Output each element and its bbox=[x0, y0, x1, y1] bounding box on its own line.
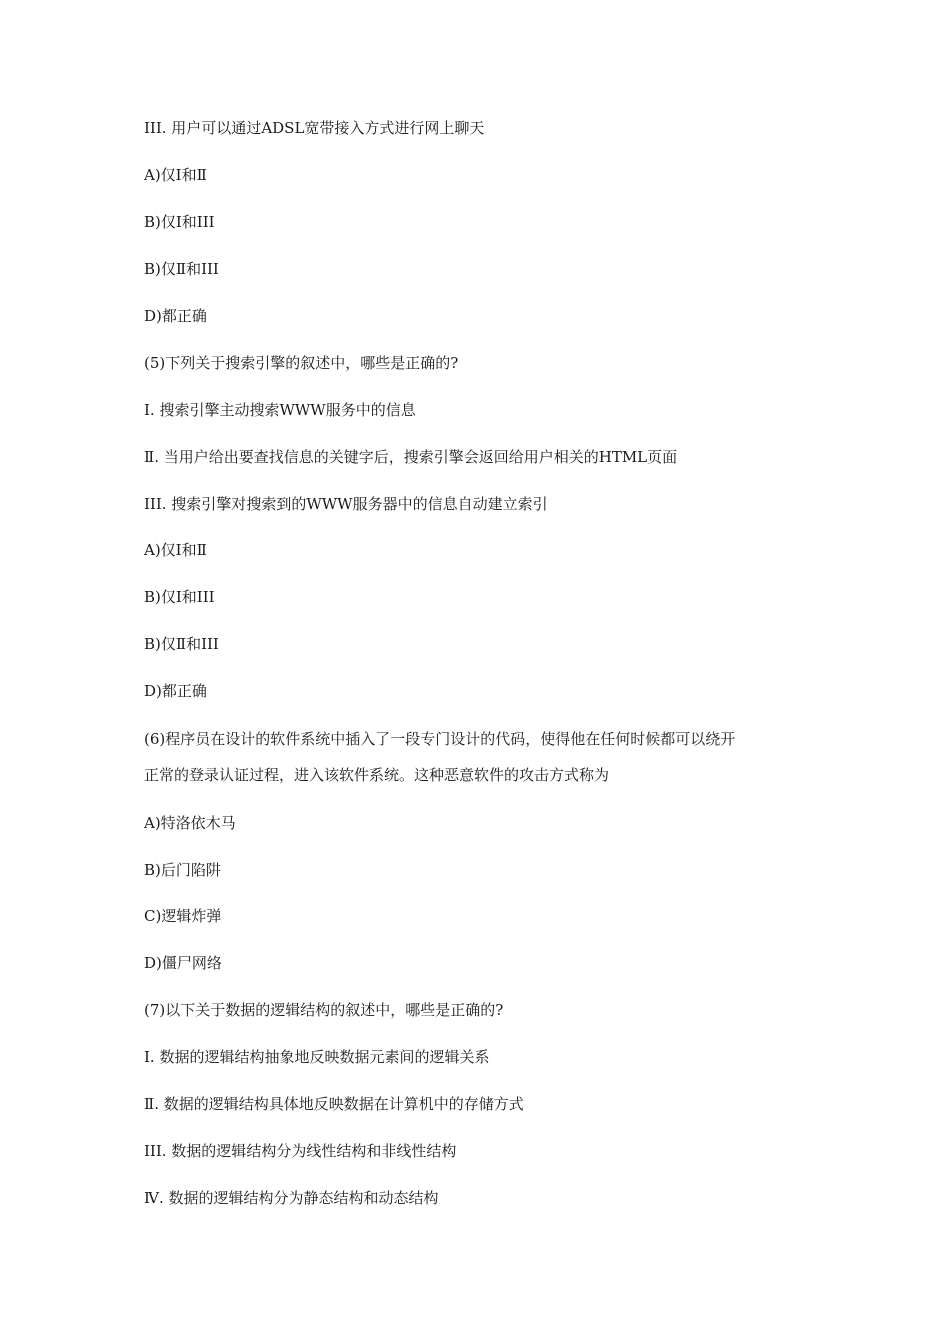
question-6: (6)程序员在设计的软件系统中插入了一段专门设计的代码，使得他在任何时候都可以绕开 bbox=[144, 730, 736, 748]
statement-i: Ⅰ. 数据的逻辑结构抽象地反映数据元素间的逻辑关系 bbox=[144, 1048, 490, 1066]
option-c: C)逻辑炸弹 bbox=[144, 907, 222, 925]
option-c: B)仅Ⅱ和III bbox=[144, 635, 219, 653]
statement-ii: Ⅱ. 当用户给出要查找信息的关键字后，搜索引擎会返回给用户相关的HTML页面 bbox=[144, 448, 678, 466]
statement-i: Ⅰ. 搜索引擎主动搜索WWW服务中的信息 bbox=[144, 401, 416, 419]
option-b: B)后门陷阱 bbox=[144, 861, 221, 879]
statement-iii: III. 用户可以通过ADSL宽带接入方式进行网上聊天 bbox=[144, 119, 485, 137]
statement-iv: Ⅳ. 数据的逻辑结构分为静态结构和动态结构 bbox=[144, 1189, 439, 1207]
question-7: (7)以下关于数据的逻辑结构的叙述中，哪些是正确的? bbox=[144, 1001, 504, 1019]
statement-ii: Ⅱ. 数据的逻辑结构具体地反映数据在计算机中的存储方式 bbox=[144, 1095, 524, 1113]
option-d: D)僵尸网络 bbox=[144, 954, 222, 972]
question-6-continuation: 正常的登录认证过程，进入该软件系统。这种恶意软件的攻击方式称为 bbox=[144, 766, 610, 784]
option-a: A)仅Ⅰ和Ⅱ bbox=[144, 166, 207, 184]
option-c: B)仅Ⅱ和III bbox=[144, 260, 219, 278]
option-d: D)都正确 bbox=[144, 682, 207, 700]
option-b: B)仅Ⅰ和III bbox=[144, 213, 215, 231]
statement-iii: III. 数据的逻辑结构分为线性结构和非线性结构 bbox=[144, 1142, 457, 1160]
option-a: A)仅Ⅰ和Ⅱ bbox=[144, 541, 207, 559]
option-b: B)仅Ⅰ和III bbox=[144, 588, 215, 606]
option-d: D)都正确 bbox=[144, 307, 207, 325]
question-5: (5)下列关于搜索引擎的叙述中，哪些是正确的? bbox=[144, 354, 459, 372]
option-a: A)特洛依木马 bbox=[144, 814, 236, 832]
statement-iii: III. 搜索引擎对搜索到的WWW服务器中的信息自动建立索引 bbox=[144, 495, 548, 513]
